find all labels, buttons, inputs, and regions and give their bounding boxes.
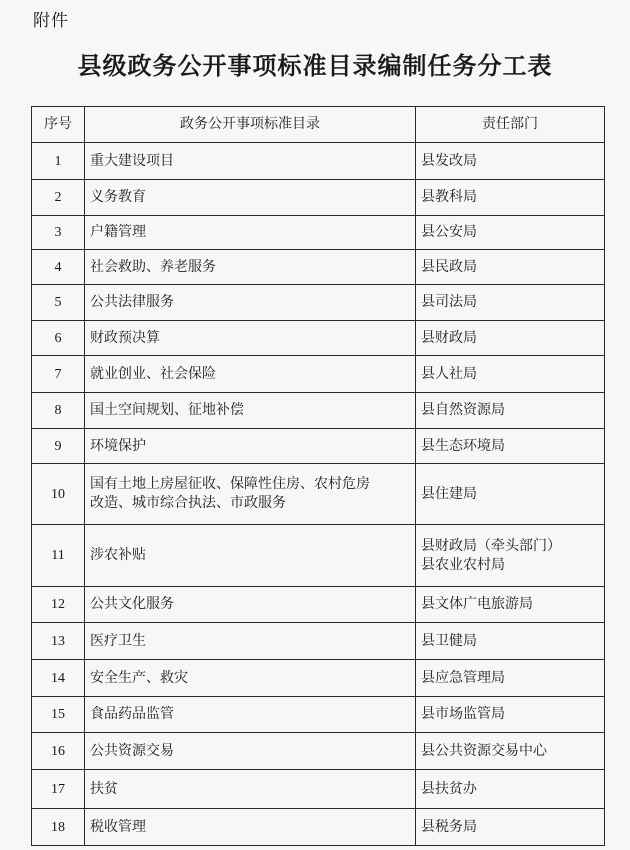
item-line: 食品药品监管 — [90, 706, 174, 722]
row-department — [416, 587, 605, 623]
item-line: 义务教育 — [90, 189, 146, 205]
row-department — [416, 321, 605, 356]
table-row — [32, 143, 605, 180]
page-title: 县级政务公开事项标准目录编制任务分工表 — [77, 51, 553, 80]
department-line: 县人社局 — [421, 365, 477, 382]
row-department — [416, 393, 605, 429]
row-number: 1 — [32, 143, 85, 180]
department-line: 县卫健局 — [421, 632, 477, 649]
table-row — [32, 393, 605, 429]
attachment-label: 附件 — [33, 11, 69, 31]
row-number: 14 — [32, 660, 85, 697]
table-row — [32, 525, 605, 587]
department-line: 县教科局 — [421, 189, 477, 205]
row-department — [416, 285, 605, 321]
table-row — [32, 623, 605, 660]
row-department — [416, 809, 605, 846]
row-item — [85, 429, 416, 464]
table-row — [32, 216, 605, 250]
row-department — [416, 216, 605, 250]
row-number: 17 — [32, 770, 85, 809]
row-item — [85, 587, 416, 623]
item-line: 安全生产、救灾 — [90, 669, 188, 686]
item-line: 国有土地上房屋征收、保障性住房、农村危房 — [90, 476, 370, 492]
item-line: 公共文化服务 — [90, 596, 174, 612]
item-line: 财政预决算 — [90, 329, 160, 346]
department-line: 县公安局 — [421, 224, 477, 240]
row-department — [416, 356, 605, 393]
row-department — [416, 623, 605, 660]
table-row — [32, 697, 605, 733]
department-line: 县财政局 — [421, 329, 477, 346]
row-item — [85, 393, 416, 429]
row-number: 7 — [32, 356, 85, 393]
row-item — [85, 660, 416, 697]
row-department — [416, 143, 605, 180]
row-department — [416, 697, 605, 733]
table-row — [32, 429, 605, 464]
item-line: 户籍管理 — [90, 224, 146, 240]
row-number: 6 — [32, 321, 85, 356]
row-number: 8 — [32, 393, 85, 429]
table-row — [32, 733, 605, 770]
department-line: 县财政局（牵头部门） — [421, 537, 561, 554]
department-line: 县应急管理局 — [421, 669, 505, 686]
department-line: 县农业农村局 — [421, 556, 505, 573]
row-number: 16 — [32, 733, 85, 770]
row-department — [416, 464, 605, 525]
row-number: 15 — [32, 697, 85, 733]
department-line: 县文体广电旅游局 — [421, 596, 533, 612]
row-number: 12 — [32, 587, 85, 623]
row-department — [416, 525, 605, 587]
row-item — [85, 216, 416, 250]
row-item — [85, 285, 416, 321]
row-item — [85, 464, 416, 525]
department-line: 县公共资源交易中心 — [421, 742, 547, 759]
row-number: 3 — [32, 216, 85, 250]
row-department — [416, 250, 605, 285]
department-line: 县住建局 — [421, 485, 477, 502]
column-header-item: 政务公开事项标准目录 — [85, 107, 416, 143]
department-line: 县生态环境局 — [421, 437, 505, 454]
department-line: 县发改局 — [421, 152, 477, 169]
table-row — [32, 809, 605, 846]
row-number: 2 — [32, 180, 85, 216]
row-number: 13 — [32, 623, 85, 660]
table-row — [32, 770, 605, 809]
department-line: 县税务局 — [421, 818, 477, 835]
row-number: 5 — [32, 285, 85, 321]
row-item — [85, 321, 416, 356]
item-line: 涉农补贴 — [90, 547, 146, 563]
item-line: 社会救助、养老服务 — [90, 258, 216, 275]
table-row — [32, 321, 605, 356]
row-item — [85, 180, 416, 216]
item-line: 税收管理 — [90, 818, 146, 835]
table-row — [32, 285, 605, 321]
row-item — [85, 733, 416, 770]
item-line: 医疗卫生 — [90, 632, 146, 649]
table-row — [32, 356, 605, 393]
row-item — [85, 525, 416, 587]
department-line: 县民政局 — [421, 258, 477, 275]
item-line: 扶贫 — [90, 780, 118, 797]
row-department — [416, 660, 605, 697]
item-line: 重大建设项目 — [90, 152, 174, 169]
row-item — [85, 143, 416, 180]
item-line: 就业创业、社会保险 — [90, 365, 216, 382]
row-department — [416, 770, 605, 809]
row-department — [416, 180, 605, 216]
row-number: 9 — [32, 429, 85, 464]
row-item — [85, 770, 416, 809]
table-row — [32, 587, 605, 623]
column-header-department: 责任部门 — [416, 107, 605, 143]
row-number: 4 — [32, 250, 85, 285]
row-item — [85, 697, 416, 733]
item-line: 国土空间规划、征地补偿 — [90, 402, 244, 418]
table-row — [32, 660, 605, 697]
row-department — [416, 429, 605, 464]
department-line: 县扶贫办 — [421, 780, 477, 797]
item-line: 改造、城市综合执法、市政服务 — [90, 495, 286, 511]
item-line: 公共资源交易 — [90, 742, 174, 759]
item-line: 公共法律服务 — [90, 294, 174, 310]
row-number: 10 — [32, 464, 85, 525]
column-header-number: 序号 — [32, 107, 85, 143]
row-number: 11 — [32, 525, 85, 587]
table-row — [32, 180, 605, 216]
row-number: 18 — [32, 809, 85, 846]
department-line: 县市场监管局 — [421, 706, 505, 722]
department-line: 县司法局 — [421, 294, 477, 310]
task-table — [31, 106, 605, 846]
department-line: 县自然资源局 — [421, 402, 505, 418]
row-department — [416, 733, 605, 770]
item-line: 环境保护 — [90, 437, 146, 454]
table-row — [32, 464, 605, 525]
row-item — [85, 250, 416, 285]
table-body — [32, 143, 605, 846]
row-item — [85, 809, 416, 846]
table-row — [32, 250, 605, 285]
row-item — [85, 623, 416, 660]
row-item — [85, 356, 416, 393]
table-header-row — [32, 107, 605, 143]
